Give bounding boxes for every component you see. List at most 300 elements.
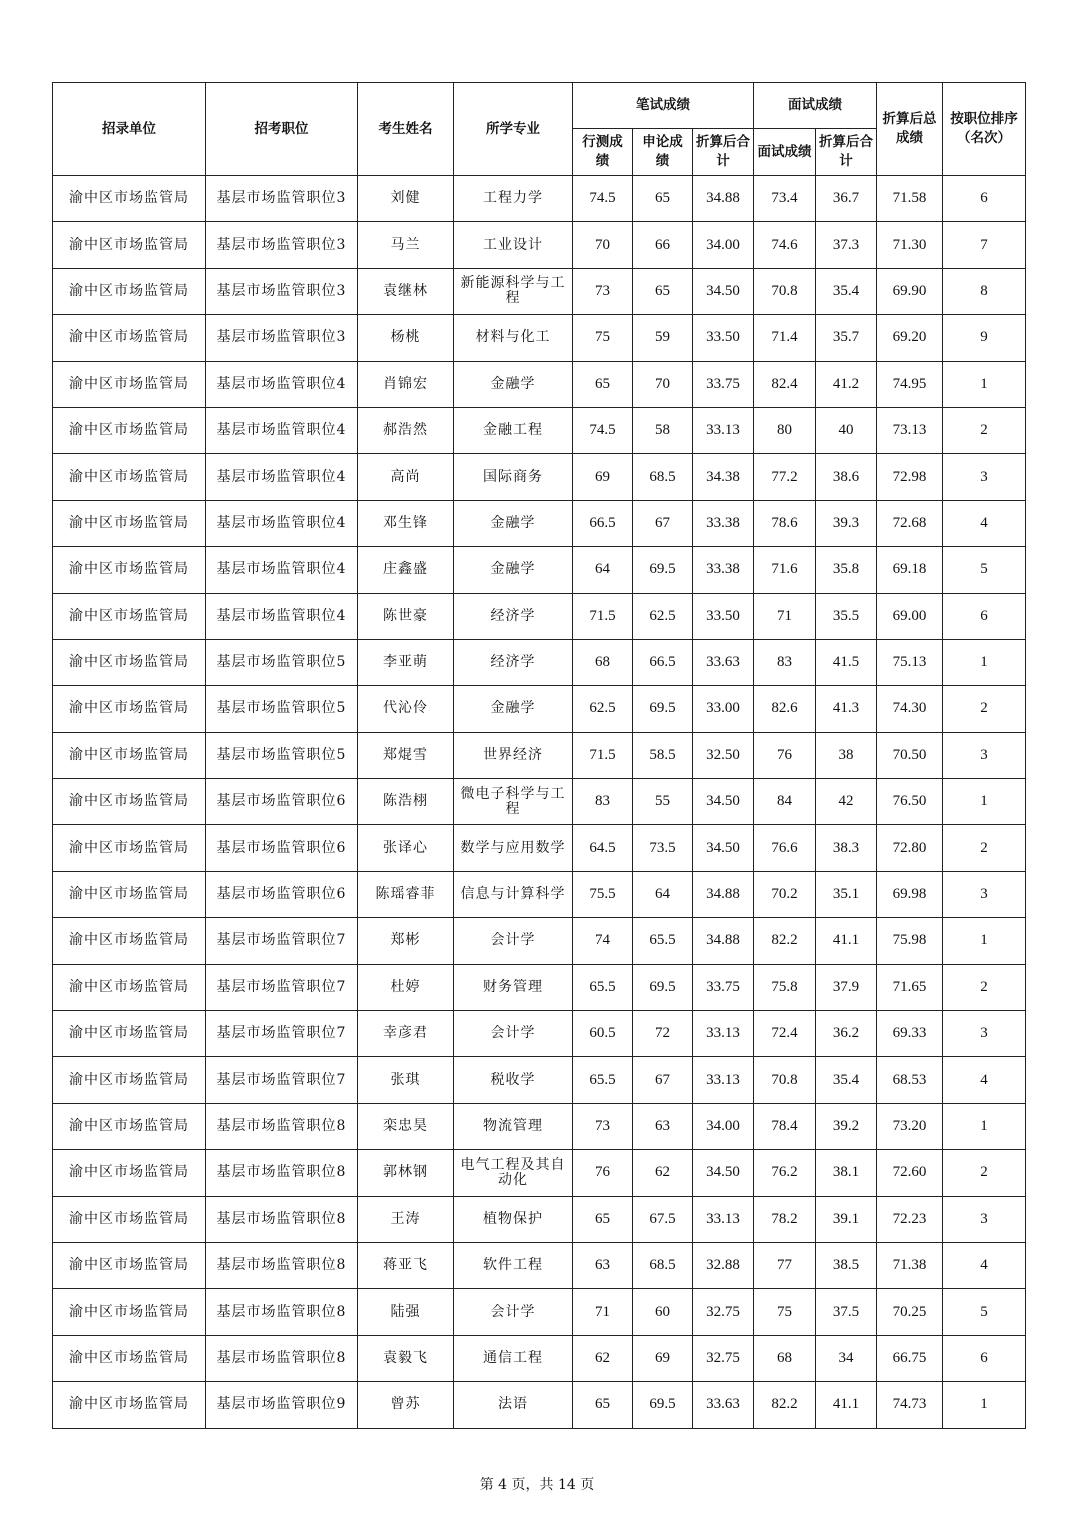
- header-position: 招考职位: [206, 83, 358, 176]
- cell-shenlun: 65: [633, 176, 693, 222]
- cell-xingce: 63: [573, 1242, 633, 1288]
- cell-position: 基层市场监管职位6: [206, 779, 358, 825]
- cell-overall: 72.60: [877, 1150, 943, 1196]
- cell-shenlun: 68.5: [633, 454, 693, 500]
- cell-shenlun: 69.5: [633, 547, 693, 593]
- cell-interview-score: 83: [754, 639, 816, 685]
- cell-interview-score: 80: [754, 407, 816, 453]
- cell-interview-score: 75.8: [754, 964, 816, 1010]
- cell-unit: 渝中区市场监管局: [53, 732, 206, 778]
- cell-name: 代沁伶: [358, 686, 454, 732]
- cell-shenlun: 65.5: [633, 918, 693, 964]
- cell-major: 金融学: [454, 500, 573, 546]
- cell-xingce: 64: [573, 547, 633, 593]
- cell-rank: 4: [943, 1242, 1026, 1288]
- cell-shenlun: 65: [633, 268, 693, 314]
- table-row: [53, 454, 1026, 500]
- cell-shenlun: 62.5: [633, 593, 693, 639]
- cell-interview-score: 78.2: [754, 1196, 816, 1242]
- table-row: [53, 361, 1026, 407]
- cell-written-total: 33.63: [693, 639, 754, 685]
- table-row: [53, 1196, 1026, 1242]
- cell-interview-score: 74.6: [754, 222, 816, 268]
- table-row: [53, 1382, 1026, 1428]
- cell-overall: 74.73: [877, 1382, 943, 1428]
- cell-written-total: 32.75: [693, 1289, 754, 1335]
- cell-major: 工程力学: [454, 176, 573, 222]
- cell-written-total: 34.88: [693, 176, 754, 222]
- cell-overall: 71.30: [877, 222, 943, 268]
- cell-unit: 渝中区市场监管局: [53, 918, 206, 964]
- table-row: [53, 732, 1026, 778]
- cell-xingce: 65: [573, 1196, 633, 1242]
- cell-name: 郑焜雪: [358, 732, 454, 778]
- cell-position: 基层市场监管职位6: [206, 825, 358, 871]
- cell-major: 金融学: [454, 686, 573, 732]
- cell-xingce: 62.5: [573, 686, 633, 732]
- cell-position: 基层市场监管职位4: [206, 593, 358, 639]
- cell-shenlun: 58.5: [633, 732, 693, 778]
- cell-name: 邓生锋: [358, 500, 454, 546]
- cell-major: 财务管理: [454, 964, 573, 1010]
- table-row: [53, 407, 1026, 453]
- cell-shenlun: 67: [633, 500, 693, 546]
- cell-name: 王涛: [358, 1196, 454, 1242]
- cell-overall: 73.13: [877, 407, 943, 453]
- cell-unit: 渝中区市场监管局: [53, 1057, 206, 1103]
- cell-major: 世界经济: [454, 732, 573, 778]
- cell-interview-total: 35.1: [816, 871, 877, 917]
- cell-unit: 渝中区市场监管局: [53, 871, 206, 917]
- cell-xingce: 64.5: [573, 825, 633, 871]
- cell-shenlun: 55: [633, 779, 693, 825]
- cell-written-total: 33.00: [693, 686, 754, 732]
- cell-overall: 72.98: [877, 454, 943, 500]
- cell-name: 郑彬: [358, 918, 454, 964]
- cell-interview-total: 35.4: [816, 1057, 877, 1103]
- cell-rank: 2: [943, 825, 1026, 871]
- cell-interview-score: 82.4: [754, 361, 816, 407]
- cell-name: 张译心: [358, 825, 454, 871]
- cell-interview-total: 40: [816, 407, 877, 453]
- cell-unit: 渝中区市场监管局: [53, 1335, 206, 1381]
- cell-interview-score: 82.6: [754, 686, 816, 732]
- cell-xingce: 74.5: [573, 407, 633, 453]
- cell-interview-score: 72.4: [754, 1011, 816, 1057]
- header-overall: 折算后总成绩: [877, 83, 943, 176]
- cell-major: 金融工程: [454, 407, 573, 453]
- cell-position: 基层市场监管职位3: [206, 315, 358, 361]
- cell-unit: 渝中区市场监管局: [53, 1196, 206, 1242]
- cell-overall: 76.50: [877, 779, 943, 825]
- cell-xingce: 83: [573, 779, 633, 825]
- table-row: [53, 593, 1026, 639]
- cell-major: 新能源科学与工程: [454, 268, 573, 314]
- cell-unit: 渝中区市场监管局: [53, 1011, 206, 1057]
- cell-rank: 7: [943, 222, 1026, 268]
- cell-position: 基层市场监管职位8: [206, 1150, 358, 1196]
- cell-overall: 69.90: [877, 268, 943, 314]
- cell-shenlun: 73.5: [633, 825, 693, 871]
- cell-written-total: 33.63: [693, 1382, 754, 1428]
- cell-unit: 渝中区市场监管局: [53, 639, 206, 685]
- cell-unit: 渝中区市场监管局: [53, 176, 206, 222]
- cell-written-total: 34.38: [693, 454, 754, 500]
- cell-major: 材料与化工: [454, 315, 573, 361]
- cell-xingce: 75: [573, 315, 633, 361]
- cell-written-total: 33.13: [693, 1196, 754, 1242]
- cell-interview-score: 82.2: [754, 1382, 816, 1428]
- cell-name: 马兰: [358, 222, 454, 268]
- cell-written-total: 34.88: [693, 871, 754, 917]
- table-header: [53, 83, 1026, 176]
- cell-shenlun: 67.5: [633, 1196, 693, 1242]
- cell-shenlun: 72: [633, 1011, 693, 1057]
- cell-rank: 2: [943, 686, 1026, 732]
- cell-position: 基层市场监管职位7: [206, 1011, 358, 1057]
- cell-interview-total: 41.1: [816, 1382, 877, 1428]
- cell-written-total: 32.50: [693, 732, 754, 778]
- header-interview-total: 折算后合计: [816, 129, 877, 176]
- cell-name: 陈浩栩: [358, 779, 454, 825]
- cell-written-total: 33.75: [693, 361, 754, 407]
- cell-rank: 6: [943, 593, 1026, 639]
- cell-interview-total: 39.3: [816, 500, 877, 546]
- cell-shenlun: 58: [633, 407, 693, 453]
- header-major: 所学专业: [454, 83, 573, 176]
- cell-interview-total: 37.3: [816, 222, 877, 268]
- cell-overall: 69.00: [877, 593, 943, 639]
- cell-unit: 渝中区市场监管局: [53, 1289, 206, 1335]
- cell-rank: 5: [943, 547, 1026, 593]
- cell-shenlun: 66.5: [633, 639, 693, 685]
- cell-rank: 3: [943, 454, 1026, 500]
- cell-position: 基层市场监管职位8: [206, 1196, 358, 1242]
- cell-xingce: 71: [573, 1289, 633, 1335]
- header-rank: 按职位排序（名次）: [943, 83, 1026, 176]
- table-row: [53, 1150, 1026, 1196]
- cell-position: 基层市场监管职位8: [206, 1103, 358, 1149]
- cell-xingce: 65: [573, 1382, 633, 1428]
- cell-major: 软件工程: [454, 1242, 573, 1288]
- cell-interview-total: 34: [816, 1335, 877, 1381]
- cell-written-total: 34.00: [693, 1103, 754, 1149]
- cell-major: 税收学: [454, 1057, 573, 1103]
- cell-unit: 渝中区市场监管局: [53, 1150, 206, 1196]
- cell-name: 陆强: [358, 1289, 454, 1335]
- cell-interview-total: 38.5: [816, 1242, 877, 1288]
- cell-written-total: 33.13: [693, 1011, 754, 1057]
- cell-shenlun: 69.5: [633, 964, 693, 1010]
- cell-overall: 73.20: [877, 1103, 943, 1149]
- cell-position: 基层市场监管职位6: [206, 871, 358, 917]
- cell-interview-score: 68: [754, 1335, 816, 1381]
- cell-position: 基层市场监管职位8: [206, 1335, 358, 1381]
- cell-major: 工业设计: [454, 222, 573, 268]
- cell-xingce: 66.5: [573, 500, 633, 546]
- cell-position: 基层市场监管职位4: [206, 454, 358, 500]
- cell-rank: 1: [943, 1103, 1026, 1149]
- cell-rank: 1: [943, 639, 1026, 685]
- cell-written-total: 33.50: [693, 593, 754, 639]
- cell-name: 栾忠昊: [358, 1103, 454, 1149]
- cell-overall: 69.98: [877, 871, 943, 917]
- header-unit: 招录单位: [53, 83, 206, 176]
- cell-rank: 3: [943, 1011, 1026, 1057]
- cell-position: 基层市场监管职位3: [206, 222, 358, 268]
- table-row: [53, 547, 1026, 593]
- cell-interview-score: 76.2: [754, 1150, 816, 1196]
- cell-interview-total: 35.5: [816, 593, 877, 639]
- cell-shenlun: 70: [633, 361, 693, 407]
- cell-interview-score: 78.6: [754, 500, 816, 546]
- cell-major: 信息与计算科学: [454, 871, 573, 917]
- cell-interview-total: 38.3: [816, 825, 877, 871]
- cell-unit: 渝中区市场监管局: [53, 964, 206, 1010]
- cell-overall: 71.65: [877, 964, 943, 1010]
- cell-shenlun: 69: [633, 1335, 693, 1381]
- table-row: [53, 825, 1026, 871]
- table-row: [53, 500, 1026, 546]
- cell-position: 基层市场监管职位3: [206, 268, 358, 314]
- cell-interview-total: 36.2: [816, 1011, 877, 1057]
- cell-major: 物流管理: [454, 1103, 573, 1149]
- cell-overall: 70.25: [877, 1289, 943, 1335]
- cell-shenlun: 59: [633, 315, 693, 361]
- cell-rank: 9: [943, 315, 1026, 361]
- cell-written-total: 32.75: [693, 1335, 754, 1381]
- cell-shenlun: 63: [633, 1103, 693, 1149]
- cell-xingce: 71.5: [573, 732, 633, 778]
- cell-name: 高尚: [358, 454, 454, 500]
- cell-rank: 4: [943, 1057, 1026, 1103]
- cell-position: 基层市场监管职位4: [206, 547, 358, 593]
- cell-xingce: 73: [573, 1103, 633, 1149]
- cell-major: 通信工程: [454, 1335, 573, 1381]
- cell-shenlun: 62: [633, 1150, 693, 1196]
- cell-interview-score: 71: [754, 593, 816, 639]
- cell-written-total: 34.50: [693, 268, 754, 314]
- cell-interview-total: 35.7: [816, 315, 877, 361]
- header-written-group: 笔试成绩: [573, 83, 754, 129]
- cell-interview-score: 76: [754, 732, 816, 778]
- cell-name: 张琪: [358, 1057, 454, 1103]
- cell-name: 袁继林: [358, 268, 454, 314]
- cell-shenlun: 64: [633, 871, 693, 917]
- cell-shenlun: 69.5: [633, 1382, 693, 1428]
- cell-unit: 渝中区市场监管局: [53, 268, 206, 314]
- cell-name: 肖锦宏: [358, 361, 454, 407]
- cell-interview-score: 71.6: [754, 547, 816, 593]
- cell-unit: 渝中区市场监管局: [53, 686, 206, 732]
- cell-written-total: 33.50: [693, 315, 754, 361]
- table-row: [53, 1057, 1026, 1103]
- table-row: [53, 964, 1026, 1010]
- table-row: [53, 918, 1026, 964]
- cell-name: 蒋亚飞: [358, 1242, 454, 1288]
- cell-unit: 渝中区市场监管局: [53, 1103, 206, 1149]
- cell-written-total: 34.50: [693, 825, 754, 871]
- cell-major: 国际商务: [454, 454, 573, 500]
- cell-major: 植物保护: [454, 1196, 573, 1242]
- cell-interview-score: 78.4: [754, 1103, 816, 1149]
- cell-xingce: 68: [573, 639, 633, 685]
- cell-xingce: 74: [573, 918, 633, 964]
- cell-interview-total: 41.1: [816, 918, 877, 964]
- cell-position: 基层市场监管职位5: [206, 686, 358, 732]
- cell-written-total: 33.13: [693, 407, 754, 453]
- cell-interview-total: 35.8: [816, 547, 877, 593]
- table-row: [53, 1335, 1026, 1381]
- cell-position: 基层市场监管职位5: [206, 639, 358, 685]
- cell-overall: 72.80: [877, 825, 943, 871]
- cell-overall: 72.23: [877, 1196, 943, 1242]
- cell-rank: 1: [943, 361, 1026, 407]
- table-row: [53, 1011, 1026, 1057]
- header-interview-score: 面试成绩: [754, 129, 816, 176]
- cell-shenlun: 68.5: [633, 1242, 693, 1288]
- cell-major: 金融学: [454, 361, 573, 407]
- cell-written-total: 33.13: [693, 1057, 754, 1103]
- table-row: [53, 315, 1026, 361]
- cell-rank: 3: [943, 1196, 1026, 1242]
- cell-xingce: 74.5: [573, 176, 633, 222]
- cell-position: 基层市场监管职位8: [206, 1242, 358, 1288]
- cell-interview-score: 77: [754, 1242, 816, 1288]
- header-xingce: 行测成绩: [573, 129, 633, 176]
- cell-interview-score: 71.4: [754, 315, 816, 361]
- cell-overall: 71.38: [877, 1242, 943, 1288]
- cell-shenlun: 69.5: [633, 686, 693, 732]
- cell-rank: 5: [943, 1289, 1026, 1335]
- cell-unit: 渝中区市场监管局: [53, 1242, 206, 1288]
- header-interview-group: 面试成绩: [754, 83, 877, 129]
- cell-position: 基层市场监管职位9: [206, 1382, 358, 1428]
- cell-major: 金融学: [454, 547, 573, 593]
- cell-shenlun: 66: [633, 222, 693, 268]
- cell-interview-total: 38.1: [816, 1150, 877, 1196]
- cell-interview-total: 41.3: [816, 686, 877, 732]
- cell-rank: 1: [943, 1382, 1026, 1428]
- cell-unit: 渝中区市场监管局: [53, 1382, 206, 1428]
- cell-overall: 68.53: [877, 1057, 943, 1103]
- table-row: [53, 779, 1026, 825]
- cell-major: 经济学: [454, 593, 573, 639]
- cell-interview-score: 70.8: [754, 1057, 816, 1103]
- cell-written-total: 33.38: [693, 547, 754, 593]
- cell-name: 郝浩然: [358, 407, 454, 453]
- table-row: [53, 686, 1026, 732]
- cell-name: 陈世豪: [358, 593, 454, 639]
- cell-interview-total: 41.2: [816, 361, 877, 407]
- cell-name: 杨桃: [358, 315, 454, 361]
- cell-xingce: 60.5: [573, 1011, 633, 1057]
- cell-rank: 2: [943, 407, 1026, 453]
- table-row: [53, 871, 1026, 917]
- cell-interview-total: 38: [816, 732, 877, 778]
- cell-overall: 74.30: [877, 686, 943, 732]
- cell-major: 数学与应用数学: [454, 825, 573, 871]
- cell-overall: 74.95: [877, 361, 943, 407]
- table-row: [53, 268, 1026, 314]
- cell-rank: 2: [943, 1150, 1026, 1196]
- cell-unit: 渝中区市场监管局: [53, 593, 206, 639]
- cell-interview-total: 39.2: [816, 1103, 877, 1149]
- cell-xingce: 76: [573, 1150, 633, 1196]
- cell-rank: 1: [943, 918, 1026, 964]
- cell-xingce: 70: [573, 222, 633, 268]
- cell-unit: 渝中区市场监管局: [53, 779, 206, 825]
- cell-name: 曾苏: [358, 1382, 454, 1428]
- cell-name: 郭林钢: [358, 1150, 454, 1196]
- cell-written-total: 33.38: [693, 500, 754, 546]
- cell-interview-total: 41.5: [816, 639, 877, 685]
- cell-interview-total: 42: [816, 779, 877, 825]
- cell-interview-total: 37.9: [816, 964, 877, 1010]
- cell-overall: 70.50: [877, 732, 943, 778]
- cell-interview-total: 37.5: [816, 1289, 877, 1335]
- cell-interview-total: 36.7: [816, 176, 877, 222]
- cell-position: 基层市场监管职位8: [206, 1289, 358, 1335]
- cell-xingce: 65: [573, 361, 633, 407]
- cell-position: 基层市场监管职位7: [206, 964, 358, 1010]
- cell-written-total: 34.00: [693, 222, 754, 268]
- cell-interview-total: 38.6: [816, 454, 877, 500]
- cell-unit: 渝中区市场监管局: [53, 222, 206, 268]
- cell-shenlun: 60: [633, 1289, 693, 1335]
- cell-interview-score: 73.4: [754, 176, 816, 222]
- cell-xingce: 65.5: [573, 964, 633, 1010]
- cell-xingce: 71.5: [573, 593, 633, 639]
- cell-major: 微电子科学与工程: [454, 779, 573, 825]
- cell-written-total: 33.75: [693, 964, 754, 1010]
- cell-name: 陈瑶睿菲: [358, 871, 454, 917]
- cell-shenlun: 67: [633, 1057, 693, 1103]
- cell-position: 基层市场监管职位4: [206, 500, 358, 546]
- cell-written-total: 32.88: [693, 1242, 754, 1288]
- cell-xingce: 75.5: [573, 871, 633, 917]
- cell-rank: 3: [943, 732, 1026, 778]
- page-number: 第 4 页，共 14 页: [479, 1477, 595, 1493]
- table-row: [53, 1103, 1026, 1149]
- cell-name: 庄鑫盛: [358, 547, 454, 593]
- header-shenlun: 申论成绩: [633, 129, 693, 176]
- cell-name: 幸彦君: [358, 1011, 454, 1057]
- cell-interview-score: 75: [754, 1289, 816, 1335]
- cell-position: 基层市场监管职位4: [206, 407, 358, 453]
- cell-major: 会计学: [454, 918, 573, 964]
- cell-position: 基层市场监管职位3: [206, 176, 358, 222]
- cell-interview-score: 76.6: [754, 825, 816, 871]
- cell-position: 基层市场监管职位5: [206, 732, 358, 778]
- header-written-total: 折算后合计: [693, 129, 754, 176]
- cell-overall: 69.20: [877, 315, 943, 361]
- cell-name: 刘健: [358, 176, 454, 222]
- cell-major: 会计学: [454, 1011, 573, 1057]
- cell-rank: 6: [943, 1335, 1026, 1381]
- cell-position: 基层市场监管职位7: [206, 918, 358, 964]
- cell-interview-total: 35.4: [816, 268, 877, 314]
- cell-name: 李亚萌: [358, 639, 454, 685]
- cell-xingce: 65.5: [573, 1057, 633, 1103]
- table-row: [53, 222, 1026, 268]
- cell-overall: 75.13: [877, 639, 943, 685]
- cell-overall: 72.68: [877, 500, 943, 546]
- cell-rank: 8: [943, 268, 1026, 314]
- cell-overall: 69.18: [877, 547, 943, 593]
- cell-interview-score: 84: [754, 779, 816, 825]
- cell-written-total: 34.50: [693, 779, 754, 825]
